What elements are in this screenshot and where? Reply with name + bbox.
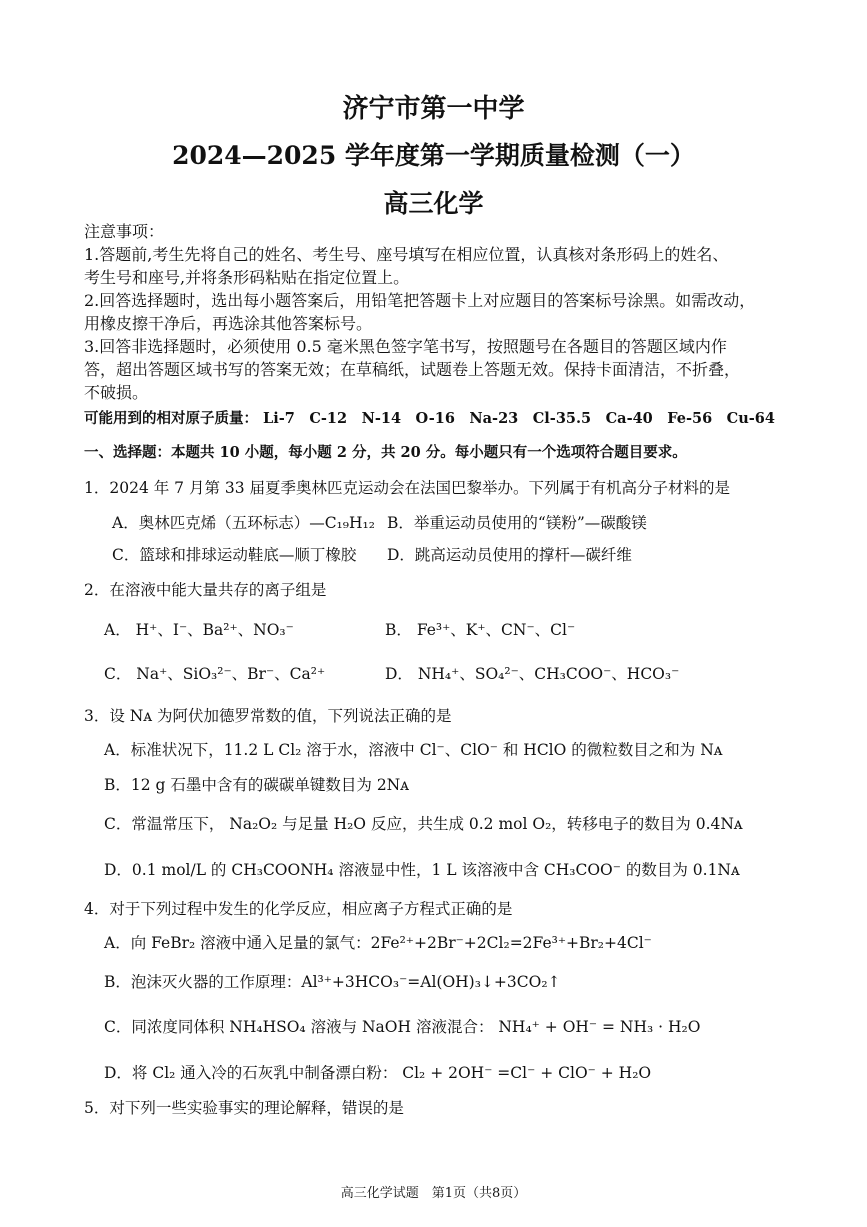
question-1-option-a: A．奥林匹克烯（五环标志）—C₁₉H₁₂ <box>112 514 375 532</box>
question-4-option-a: A．向 FeBr₂ 溶液中通入足量的氯气：2Fe²⁺+2Br⁻+2Cl₂=2Fe³⁺+Br₂+4Cl⁻ <box>104 934 652 952</box>
subject-title: 高三化学 <box>383 189 484 218</box>
question-2-option-d: D． NH₄⁺、SO₄²⁻、CH₃COO⁻、HCO₃⁻ <box>385 665 680 683</box>
question-1-option-b: B．举重运动员使用的“镁粉”—碳酸镁 <box>387 514 647 532</box>
page-footer: 高三化学试题 第1页（共8页） <box>340 1186 527 1201</box>
notice-line: 答，超出答题区域书写的答案无效；在草稿纸，试题卷上答题无效。保持卡面清洁，不折叠， <box>84 360 741 379</box>
question-3-stem: 3．设 Nᴀ 为阿伏加德罗常数的值，下列说法正确的是 <box>84 707 452 725</box>
notice-line: 3.回答非选择题时，必须使用 0.5 毫米黑色签字笔书写，按照题号在各题目的答题区域内作 <box>84 337 727 356</box>
school-name: 济宁市第一中学 <box>342 94 525 124</box>
question-2-stem: 2．在溶液中能大量共存的离子组是 <box>84 581 327 599</box>
question-1-option-c: C．篮球和排球运动鞋底—顺丁橡胶 <box>112 546 357 564</box>
question-5-stem: 5．对下列一些实验事实的理论解释，错误的是 <box>84 1099 404 1117</box>
question-3-option-c: C．常温常压下， Na₂O₂ 与足量 H₂O 反应，共生成 0.2 mol O₂，转移电子的数目为 0.4Nᴀ <box>104 815 743 833</box>
atomic-masses: 可能用到的相对原子质量： Li-7 C-12 N-14 O-16 Na-23 Cl-35.5 Ca-40 Fe-56 Cu-64 <box>84 410 775 427</box>
question-2-option-c: C． Na⁺、SiO₃²⁻、Br⁻、Ca²⁺ <box>104 665 326 683</box>
question-3-option-b: B．12 g 石墨中含有的碳碳单键数目为 2Nᴀ <box>104 776 409 794</box>
section-heading: 一、选择题：本题共 10 小题，每小题 2 分，共 20 分。每小题只有一个选项符合题目要求。 <box>84 444 687 461</box>
question-1-option-d: D．跳高运动员使用的撑杆—碳纤维 <box>387 546 632 564</box>
question-2-option-a: A． H⁺、I⁻、Ba²⁺、NO₃⁻ <box>104 621 294 639</box>
question-4-option-b: B．泡沫灭火器的工作原理：Al³⁺+3HCO₃⁻=Al(OH)₃↓+3CO₂↑ <box>104 973 561 991</box>
question-3-option-d: D．0.1 mol/L 的 CH₃COONH₄ 溶液显中性，1 L 该溶液中含 CH₃COO⁻ 的数目为 0.1Nᴀ <box>104 861 740 879</box>
question-2-option-b: B． Fe³⁺、K⁺、CN⁻、Cl⁻ <box>385 621 576 639</box>
question-1-stem: 1．2024 年 7 月第 33 届夏季奥林匹克运动会在法国巴黎举办。下列属于有机高分子材料的是 <box>84 479 731 497</box>
notice-line: 考生号和座号,并将条形码粘贴在指定位置上。 <box>84 268 410 287</box>
exam-title: 2024—2025 学年度第一学期质量检测（一） <box>172 141 695 170</box>
question-4-option-d: D．将 Cl₂ 通入冷的石灰乳中制备漂白粉： Cl₂ + 2OH⁻ =Cl⁻ + ClO⁻ + H₂O <box>104 1064 652 1082</box>
notice-line: 不破损。 <box>84 383 149 402</box>
notice-title: 注意事项： <box>84 222 165 241</box>
notice-line: 用橡皮擦干净后，再选涂其他答案标号。 <box>84 314 373 333</box>
question-4-stem: 4．对于下列过程中发生的化学反应，相应离子方程式正确的是 <box>84 900 513 918</box>
notice-line: 2.回答选择题时，选出每小题答案后，用铅笔把答题卡上对应题目的答案标号涂黑。如需改动， <box>84 291 756 310</box>
question-3-option-a: A．标准状况下，11.2 L Cl₂ 溶于水，溶液中 Cl⁻、ClO⁻ 和 HClO 的微粒数目之和为 Nᴀ <box>104 741 723 759</box>
notice-line: 1.答题前,考生先将自己的姓名、考生号、座号填写在相应位置，认真核对条形码上的姓名、 <box>84 245 729 264</box>
question-4-option-c: C．同浓度同体积 NH₄HSO₄ 溶液与 NaOH 溶液混合： NH₄⁺ + OH⁻ = NH₃ · H₂O <box>104 1018 701 1036</box>
